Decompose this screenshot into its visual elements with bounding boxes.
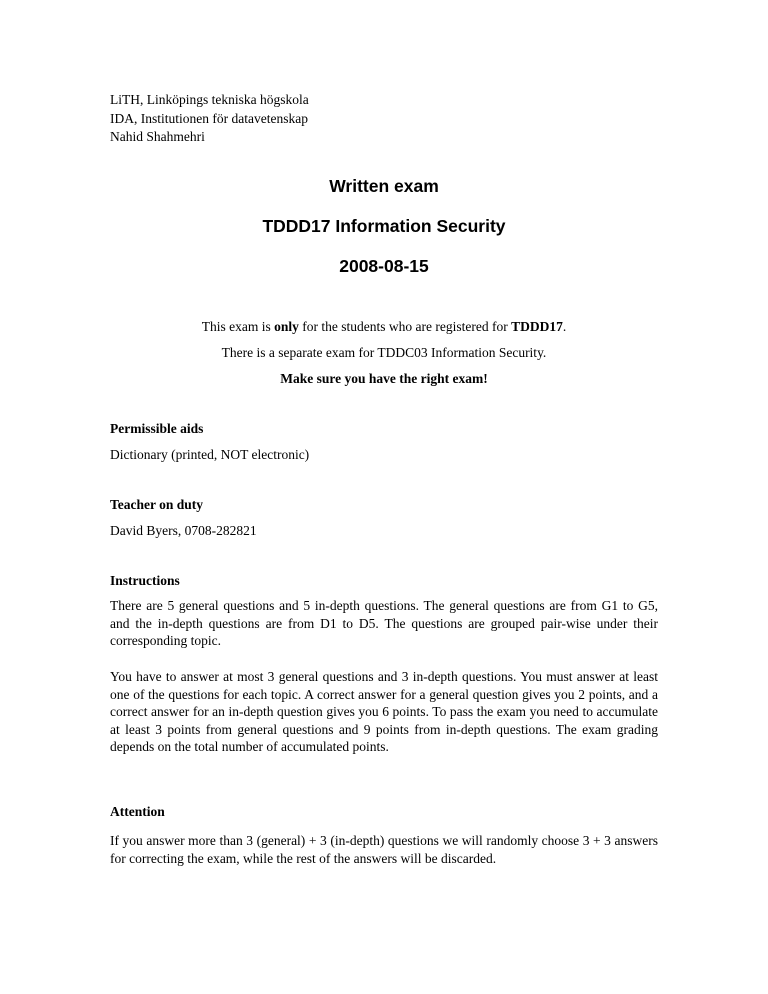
teacher-text: David Byers, 0708-282821: [110, 523, 257, 538]
notice-text: .: [562, 319, 567, 334]
course-title: TDDD17 Information Security: [262, 216, 506, 236]
separate-exam-notice: There is a separate exam for TDDC03 Information Security.: [221, 345, 547, 360]
attention-heading: Attention: [110, 804, 165, 819]
eligibility-notice: [0, 319, 768, 335]
exam-title: Written exam: [329, 176, 439, 196]
teacher-heading: Teacher on duty: [110, 497, 204, 512]
instructions-heading: Instructions: [110, 573, 180, 588]
course-code: TDDD17: [511, 319, 563, 334]
author-name: Nahid Shahmehri: [110, 129, 205, 144]
right-exam-warning: Make sure you have the right exam!: [280, 371, 488, 386]
department-name: IDA, Institutionen för datavetenskap: [110, 110, 308, 126]
instructions-paragraph-2: You have to answer at most 3 general questions and 3 in-depth questions. You must answer at least one of the questions for each topic. A correct answer for a general question gives you 2 points, and a correct answer for an in-depth question gives you 6 points. To pass the exam you need to accumulate at least 3 points from general questions and 9 points from in-depth questions. The exam grading depends on the total number of accumulated points.: [110, 669, 658, 754]
institution-header: [110, 91, 309, 147]
university-name: LiTH, Linköpings tekniska högskola: [110, 92, 309, 107]
aids-text: Dictionary (printed, NOT electronic): [110, 447, 310, 462]
aids-heading: Permissible aids: [110, 421, 204, 436]
exam-date: 2008-08-15: [339, 256, 429, 276]
notice-emphasis: only: [274, 319, 299, 334]
notice-text: for the students who are registered for: [298, 319, 512, 334]
attention-paragraph: If you answer more than 3 (general) + 3 (in-depth) questions we will randomly choose 3 + 3 answers for correcting the exam, while the rest of the answers will be discarded.: [110, 833, 658, 866]
instructions-paragraph-1: There are 5 general questions and 5 in-depth questions. The general questions are from G1 to G5, and the in-depth questions are from D1 to D5. The questions are grouped pair-wise under their corresponding topic.: [110, 598, 658, 648]
notice-text: This exam is: [201, 319, 275, 334]
